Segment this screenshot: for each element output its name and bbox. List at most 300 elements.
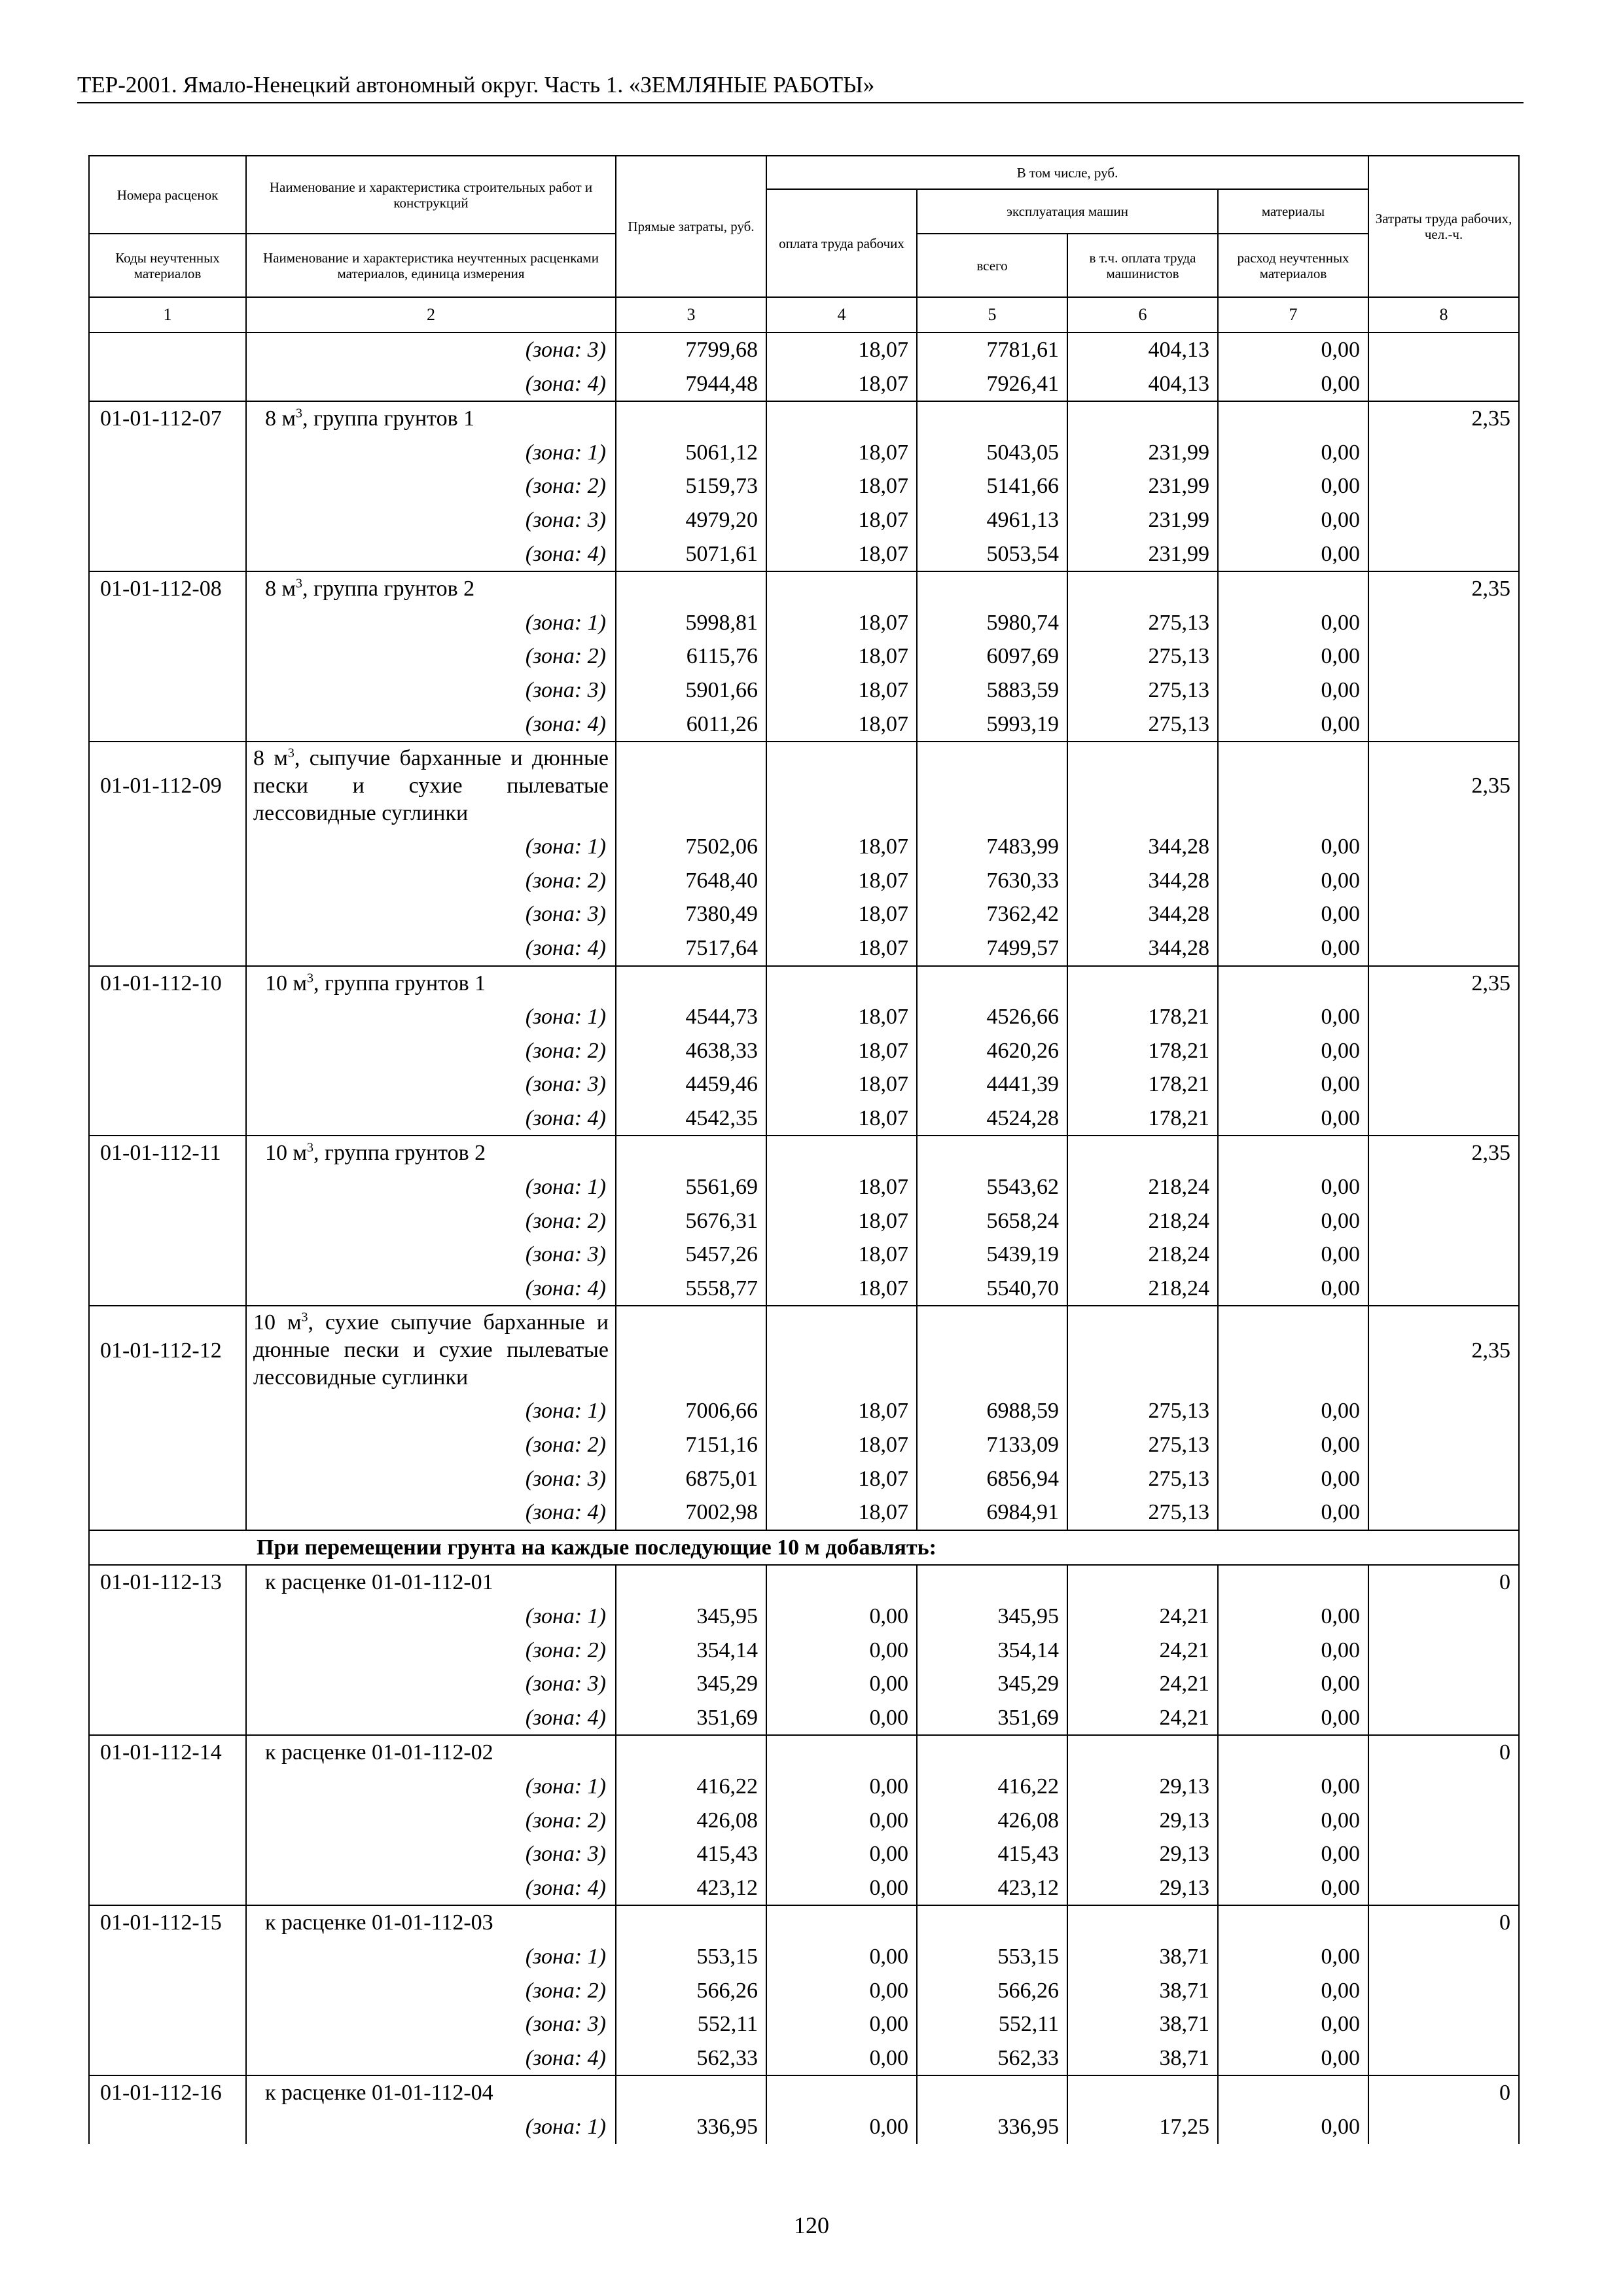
labor-cell — [1368, 1837, 1519, 1871]
value-cell: 0,00 — [1218, 537, 1368, 572]
value-cell: 29,13 — [1067, 1871, 1218, 1906]
zone-row — [89, 1940, 1519, 1974]
description-text: , группа грунтов 1 — [313, 971, 486, 996]
unit-superscript: 3 — [307, 971, 314, 986]
zone-label: (зона: 4) — [246, 1496, 616, 1530]
zone-row — [89, 469, 1519, 503]
rate-code-cell — [89, 708, 246, 742]
value-cell: 5540,70 — [917, 1272, 1067, 1306]
column-number: 7 — [1218, 297, 1368, 332]
value-cell: 5061,12 — [616, 436, 766, 470]
description-text: , группа грунтов 1 — [302, 406, 475, 431]
zone-label: (зона: 2) — [246, 1204, 616, 1238]
value-cell: 5998,81 — [616, 606, 766, 640]
value-cell: 231,99 — [1067, 436, 1218, 470]
value-cell: 426,08 — [917, 1804, 1067, 1838]
value-cell: 18,07 — [766, 1067, 917, 1102]
value-cell: 5543,62 — [917, 1170, 1067, 1204]
value-cell: 354,14 — [616, 1634, 766, 1668]
rate-row — [89, 1565, 1519, 1600]
zone-row — [89, 1871, 1519, 1906]
zone-row — [89, 708, 1519, 742]
rate-row — [89, 1136, 1519, 1170]
value-cell — [766, 1735, 917, 1770]
rate-description — [246, 966, 616, 1001]
value-cell: 5043,05 — [917, 436, 1067, 470]
value-cell: 344,28 — [1067, 931, 1218, 966]
value-cell: 5980,74 — [917, 606, 1067, 640]
rate-code: 01-01-112-09 — [89, 742, 246, 830]
labor-cell — [1368, 2041, 1519, 2076]
rate-row — [89, 966, 1519, 1001]
rate-code-cell — [89, 1871, 246, 1906]
value-cell: 0,00 — [1218, 1701, 1368, 1736]
labor-cell — [1368, 1770, 1519, 1804]
zone-row — [89, 864, 1519, 898]
header-operator-pay: в т.ч. оплата труда машинистов — [1067, 234, 1218, 297]
rate-code-cell — [89, 332, 246, 367]
zone-row — [89, 1837, 1519, 1871]
zone-label: (зона: 2) — [246, 469, 616, 503]
value-cell: 4526,66 — [917, 1000, 1067, 1034]
header-machine-operation: эксплуатация машин — [917, 189, 1218, 234]
rate-row — [89, 401, 1519, 436]
value-cell: 7380,49 — [616, 897, 766, 931]
value-cell: 0,00 — [1218, 2007, 1368, 2041]
value-cell: 0,00 — [1218, 1940, 1368, 1974]
value-cell: 275,13 — [1067, 708, 1218, 742]
value-cell: 5071,61 — [616, 537, 766, 572]
header-direct-costs: Прямые затраты, руб. — [616, 156, 766, 297]
value-cell: 18,07 — [766, 1000, 917, 1034]
value-cell — [917, 401, 1067, 436]
header-worker-pay: оплата труда рабочих — [766, 189, 917, 297]
value-cell: 345,29 — [616, 1667, 766, 1701]
labor-cell — [1368, 1600, 1519, 1634]
header-material-codes: Коды неучтенных материалов — [89, 234, 246, 297]
labor-cell — [1368, 1701, 1519, 1736]
value-cell — [1218, 966, 1368, 1001]
description-text: , сыпучие барханные и дюнные пески и сухие пылеватые лессовидные суглинки — [253, 746, 609, 826]
value-cell: 29,13 — [1067, 1804, 1218, 1838]
value-cell: 178,21 — [1067, 1067, 1218, 1102]
rate-row — [89, 1905, 1519, 1940]
value-cell: 7002,98 — [616, 1496, 766, 1530]
value-cell: 18,07 — [766, 1272, 917, 1306]
value-cell: 18,07 — [766, 1238, 917, 1272]
rate-description — [246, 2075, 616, 2110]
value-cell — [766, 571, 917, 606]
zone-label: (зона: 4) — [246, 708, 616, 742]
rate-row — [89, 1735, 1519, 1770]
rate-row — [89, 1306, 1519, 1394]
zone-row — [89, 1170, 1519, 1204]
labor-cell — [1368, 1428, 1519, 1462]
value-cell: 0,00 — [1218, 1496, 1368, 1530]
value-cell: 18,07 — [766, 1204, 917, 1238]
value-cell: 0,00 — [1218, 1974, 1368, 2008]
column-numbers-row — [89, 297, 1519, 332]
value-cell: 0,00 — [766, 1871, 917, 1906]
value-cell: 344,28 — [1067, 864, 1218, 898]
labor-cell — [1368, 503, 1519, 537]
value-cell: 423,12 — [616, 1871, 766, 1906]
value-cell: 7926,41 — [917, 367, 1067, 402]
value-cell: 0,00 — [1218, 1394, 1368, 1428]
value-cell: 178,21 — [1067, 1034, 1218, 1068]
zone-label: (зона: 2) — [246, 639, 616, 673]
rate-description — [246, 1565, 616, 1600]
unit-superscript: 3 — [287, 745, 294, 761]
value-cell: 0,00 — [1218, 864, 1368, 898]
zone-row — [89, 367, 1519, 402]
value-cell: 0,00 — [1218, 1067, 1368, 1102]
zone-label: (зона: 3) — [246, 1667, 616, 1701]
labor-cell — [1368, 673, 1519, 708]
value-cell: 566,26 — [616, 1974, 766, 2008]
value-cell: 0,00 — [766, 1701, 917, 1736]
zone-label: (зона: 4) — [246, 537, 616, 572]
zone-label: (зона: 3) — [246, 1837, 616, 1871]
value-cell: 6988,59 — [917, 1394, 1067, 1428]
labor-cell — [1368, 1804, 1519, 1838]
zone-label: (зона: 1) — [246, 1600, 616, 1634]
zone-label: (зона: 4) — [246, 1871, 616, 1906]
value-cell: 553,15 — [917, 1940, 1067, 1974]
labor-cell — [1368, 1170, 1519, 1204]
value-cell — [616, 2075, 766, 2110]
table-header — [89, 156, 1519, 332]
rate-description — [246, 1735, 616, 1770]
value-cell: 0,00 — [766, 1634, 917, 1668]
zone-row — [89, 1102, 1519, 1136]
zone-label: (зона: 4) — [246, 1272, 616, 1306]
value-cell — [1218, 742, 1368, 830]
rate-code: 01-01-112-08 — [89, 571, 246, 606]
zone-label: (зона: 2) — [246, 1034, 616, 1068]
value-cell: 0,00 — [1218, 931, 1368, 966]
rate-code-cell — [89, 1770, 246, 1804]
zone-row — [89, 2007, 1519, 2041]
value-cell: 178,21 — [1067, 1000, 1218, 1034]
value-cell — [917, 571, 1067, 606]
value-cell: 0,00 — [1218, 1204, 1368, 1238]
zone-row — [89, 1667, 1519, 1701]
rate-code-cell — [89, 1394, 246, 1428]
value-cell — [1067, 571, 1218, 606]
value-cell — [616, 1905, 766, 1940]
labor-cell — [1368, 1067, 1519, 1102]
header-rate-numbers: Номера расценок — [89, 156, 246, 234]
value-cell: 24,21 — [1067, 1667, 1218, 1701]
zone-label: (зона: 1) — [246, 1000, 616, 1034]
column-number: 5 — [917, 297, 1067, 332]
value-cell — [616, 1735, 766, 1770]
value-cell: 5561,69 — [616, 1170, 766, 1204]
rate-code-cell — [89, 1667, 246, 1701]
zone-row — [89, 1974, 1519, 2008]
value-cell: 404,13 — [1067, 367, 1218, 402]
value-cell: 18,07 — [766, 1034, 917, 1068]
rate-code-cell — [89, 1634, 246, 1668]
value-cell: 275,13 — [1067, 1462, 1218, 1496]
value-cell — [1218, 1136, 1368, 1170]
rate-code-cell — [89, 2110, 246, 2144]
labor-cell — [1368, 606, 1519, 640]
value-cell — [917, 1905, 1067, 1940]
value-cell: 351,69 — [917, 1701, 1067, 1736]
zone-label: (зона: 1) — [246, 1940, 616, 1974]
labor-cell — [1368, 2007, 1519, 2041]
value-cell: 0,00 — [1218, 1804, 1368, 1838]
rate-code: 01-01-112-13 — [89, 1565, 246, 1600]
value-cell: 0,00 — [1218, 897, 1368, 931]
rate-description — [246, 571, 616, 606]
zone-row — [89, 503, 1519, 537]
value-cell: 0,00 — [1218, 1238, 1368, 1272]
labor-value: 2,35 — [1368, 742, 1519, 830]
column-number: 1 — [89, 297, 246, 332]
value-cell: 5159,73 — [616, 469, 766, 503]
value-cell: 0,00 — [766, 1667, 917, 1701]
value-cell: 416,22 — [616, 1770, 766, 1804]
description-text: 8 м — [265, 406, 296, 431]
value-cell: 5676,31 — [616, 1204, 766, 1238]
rate-code: 01-01-112-15 — [89, 1905, 246, 1940]
zone-row — [89, 897, 1519, 931]
value-cell: 29,13 — [1067, 1837, 1218, 1871]
value-cell: 18,07 — [766, 673, 917, 708]
rate-code-cell — [89, 1204, 246, 1238]
labor-cell — [1368, 1974, 1519, 2008]
rate-code-cell — [89, 1496, 246, 1530]
rate-code-cell — [89, 1000, 246, 1034]
value-cell: 6875,01 — [616, 1462, 766, 1496]
zone-row — [89, 332, 1519, 367]
labor-cell — [1368, 436, 1519, 470]
rates-table-wrapper — [88, 155, 1518, 2144]
labor-cell — [1368, 639, 1519, 673]
value-cell: 18,07 — [766, 367, 917, 402]
value-cell: 6097,69 — [917, 639, 1067, 673]
value-cell: 0,00 — [1218, 1462, 1368, 1496]
rate-code: 01-01-112-11 — [89, 1136, 246, 1170]
zone-label: (зона: 2) — [246, 864, 616, 898]
value-cell: 275,13 — [1067, 1428, 1218, 1462]
header-materials: материалы — [1218, 189, 1368, 234]
value-cell: 18,07 — [766, 503, 917, 537]
rates-table — [88, 155, 1520, 2144]
rate-code-cell — [89, 469, 246, 503]
value-cell: 336,95 — [616, 2110, 766, 2144]
value-cell: 404,13 — [1067, 332, 1218, 367]
labor-cell — [1368, 1462, 1519, 1496]
zone-label: (зона: 2) — [246, 1634, 616, 1668]
rate-description — [246, 742, 616, 830]
value-cell: 38,71 — [1067, 1974, 1218, 2008]
value-cell: 415,43 — [616, 1837, 766, 1871]
value-cell: 0,00 — [766, 2007, 917, 2041]
description-text: 8 м — [253, 746, 288, 771]
value-cell: 7133,09 — [917, 1428, 1067, 1462]
value-cell: 354,14 — [917, 1634, 1067, 1668]
value-cell — [766, 742, 917, 830]
value-cell: 0,00 — [1218, 367, 1368, 402]
value-cell: 7483,99 — [917, 830, 1067, 864]
value-cell: 218,24 — [1067, 1204, 1218, 1238]
rate-code-cell — [89, 1067, 246, 1102]
value-cell: 218,24 — [1067, 1170, 1218, 1204]
value-cell — [1067, 1565, 1218, 1600]
labor-value: 2,35 — [1368, 966, 1519, 1001]
zone-row — [89, 537, 1519, 572]
value-cell: 0,00 — [1218, 1102, 1368, 1136]
value-cell — [917, 742, 1067, 830]
rate-code-cell — [89, 606, 246, 640]
unit-superscript: 3 — [296, 576, 303, 591]
description-text: к расценке 01-01-112-01 — [265, 1570, 493, 1595]
value-cell: 218,24 — [1067, 1238, 1218, 1272]
value-cell: 231,99 — [1067, 503, 1218, 537]
value-cell: 0,00 — [1218, 1871, 1368, 1906]
value-cell: 0,00 — [1218, 1272, 1368, 1306]
column-number: 8 — [1368, 297, 1519, 332]
value-cell: 336,95 — [917, 2110, 1067, 2144]
zone-label: (зона: 3) — [246, 1238, 616, 1272]
value-cell: 0,00 — [1218, 639, 1368, 673]
unit-superscript: 3 — [296, 406, 303, 421]
section-title: При перемещении грунта на каждые последующие 10 м добавлять: — [89, 1530, 1519, 1566]
value-cell — [616, 401, 766, 436]
value-cell: 5439,19 — [917, 1238, 1067, 1272]
value-cell: 18,07 — [766, 864, 917, 898]
zone-row — [89, 1394, 1519, 1428]
value-cell: 24,21 — [1067, 1634, 1218, 1668]
rate-code-cell — [89, 1600, 246, 1634]
value-cell — [1067, 401, 1218, 436]
value-cell — [616, 742, 766, 830]
rate-description — [246, 1905, 616, 1940]
zone-row — [89, 1496, 1519, 1530]
value-cell: 5901,66 — [616, 673, 766, 708]
rate-code-cell — [89, 673, 246, 708]
value-cell: 426,08 — [616, 1804, 766, 1838]
value-cell — [1218, 571, 1368, 606]
value-cell — [616, 1136, 766, 1170]
labor-cell — [1368, 1000, 1519, 1034]
value-cell: 4979,20 — [616, 503, 766, 537]
value-cell — [1067, 2075, 1218, 2110]
value-cell: 0,00 — [1218, 436, 1368, 470]
rate-code-cell — [89, 1102, 246, 1136]
value-cell: 5141,66 — [917, 469, 1067, 503]
zone-row — [89, 1034, 1519, 1068]
labor-cell — [1368, 1034, 1519, 1068]
rate-code: 01-01-112-07 — [89, 401, 246, 436]
value-cell — [1218, 1306, 1368, 1394]
labor-value: 0 — [1368, 1565, 1519, 1600]
value-cell — [616, 1306, 766, 1394]
description-text: к расценке 01-01-112-04 — [265, 2081, 493, 2106]
labor-cell — [1368, 1667, 1519, 1701]
value-cell — [1067, 1136, 1218, 1170]
value-cell: 18,07 — [766, 1170, 917, 1204]
value-cell: 7630,33 — [917, 864, 1067, 898]
value-cell: 0,00 — [1218, 2110, 1368, 2144]
column-number: 3 — [616, 297, 766, 332]
value-cell: 231,99 — [1067, 469, 1218, 503]
zone-row — [89, 1600, 1519, 1634]
value-cell: 0,00 — [1218, 1634, 1368, 1668]
rate-code-cell — [89, 1034, 246, 1068]
zone-label: (зона: 3) — [246, 2007, 616, 2041]
value-cell: 562,33 — [917, 2041, 1067, 2076]
zone-row — [89, 931, 1519, 966]
zone-label: (зона: 2) — [246, 1428, 616, 1462]
table-body — [89, 332, 1519, 2144]
value-cell: 0,00 — [766, 1940, 917, 1974]
zone-row — [89, 1204, 1519, 1238]
value-cell: 275,13 — [1067, 1496, 1218, 1530]
rate-code: 01-01-112-10 — [89, 966, 246, 1001]
rate-code: 01-01-112-12 — [89, 1306, 246, 1394]
column-number: 2 — [246, 297, 616, 332]
zone-label: (зона: 4) — [246, 1102, 616, 1136]
value-cell — [1067, 966, 1218, 1001]
rate-code-cell — [89, 1428, 246, 1462]
value-cell — [917, 1136, 1067, 1170]
zone-row — [89, 1000, 1519, 1034]
value-cell: 553,15 — [616, 1940, 766, 1974]
zone-label: (зона: 1) — [246, 830, 616, 864]
zone-row — [89, 639, 1519, 673]
value-cell: 18,07 — [766, 606, 917, 640]
unit-superscript: 3 — [307, 1141, 314, 1156]
value-cell — [1067, 1735, 1218, 1770]
description-text: , сухие сыпучие барханные и дюнные пески и сухие пылеватые лессовидные суглинки — [253, 1310, 609, 1390]
labor-value: 2,35 — [1368, 401, 1519, 436]
value-cell: 345,29 — [917, 1667, 1067, 1701]
value-cell: 0,00 — [1218, 830, 1368, 864]
value-cell: 275,13 — [1067, 639, 1218, 673]
zone-label: (зона: 4) — [246, 931, 616, 966]
value-cell: 7781,61 — [917, 332, 1067, 367]
value-cell: 7151,16 — [616, 1428, 766, 1462]
zone-label: (зона: 2) — [246, 1974, 616, 2008]
zone-label: (зона: 1) — [246, 436, 616, 470]
zone-label: (зона: 3) — [246, 897, 616, 931]
description-text: к расценке 01-01-112-03 — [265, 1910, 493, 1935]
value-cell: 7362,42 — [917, 897, 1067, 931]
value-cell: 562,33 — [616, 2041, 766, 2076]
value-cell: 4542,35 — [616, 1102, 766, 1136]
header-machines-total: всего — [917, 234, 1067, 297]
value-cell: 0,00 — [1218, 673, 1368, 708]
zone-row — [89, 1462, 1519, 1496]
value-cell — [1218, 1565, 1368, 1600]
zone-label: (зона: 4) — [246, 367, 616, 402]
value-cell — [917, 1565, 1067, 1600]
value-cell: 0,00 — [1218, 2041, 1368, 2076]
value-cell: 6984,91 — [917, 1496, 1067, 1530]
value-cell: 0,00 — [1218, 1770, 1368, 1804]
labor-cell — [1368, 864, 1519, 898]
value-cell: 7799,68 — [616, 332, 766, 367]
value-cell: 4524,28 — [917, 1102, 1067, 1136]
rate-code-cell — [89, 1804, 246, 1838]
value-cell: 345,95 — [917, 1600, 1067, 1634]
value-cell: 0,00 — [766, 1837, 917, 1871]
